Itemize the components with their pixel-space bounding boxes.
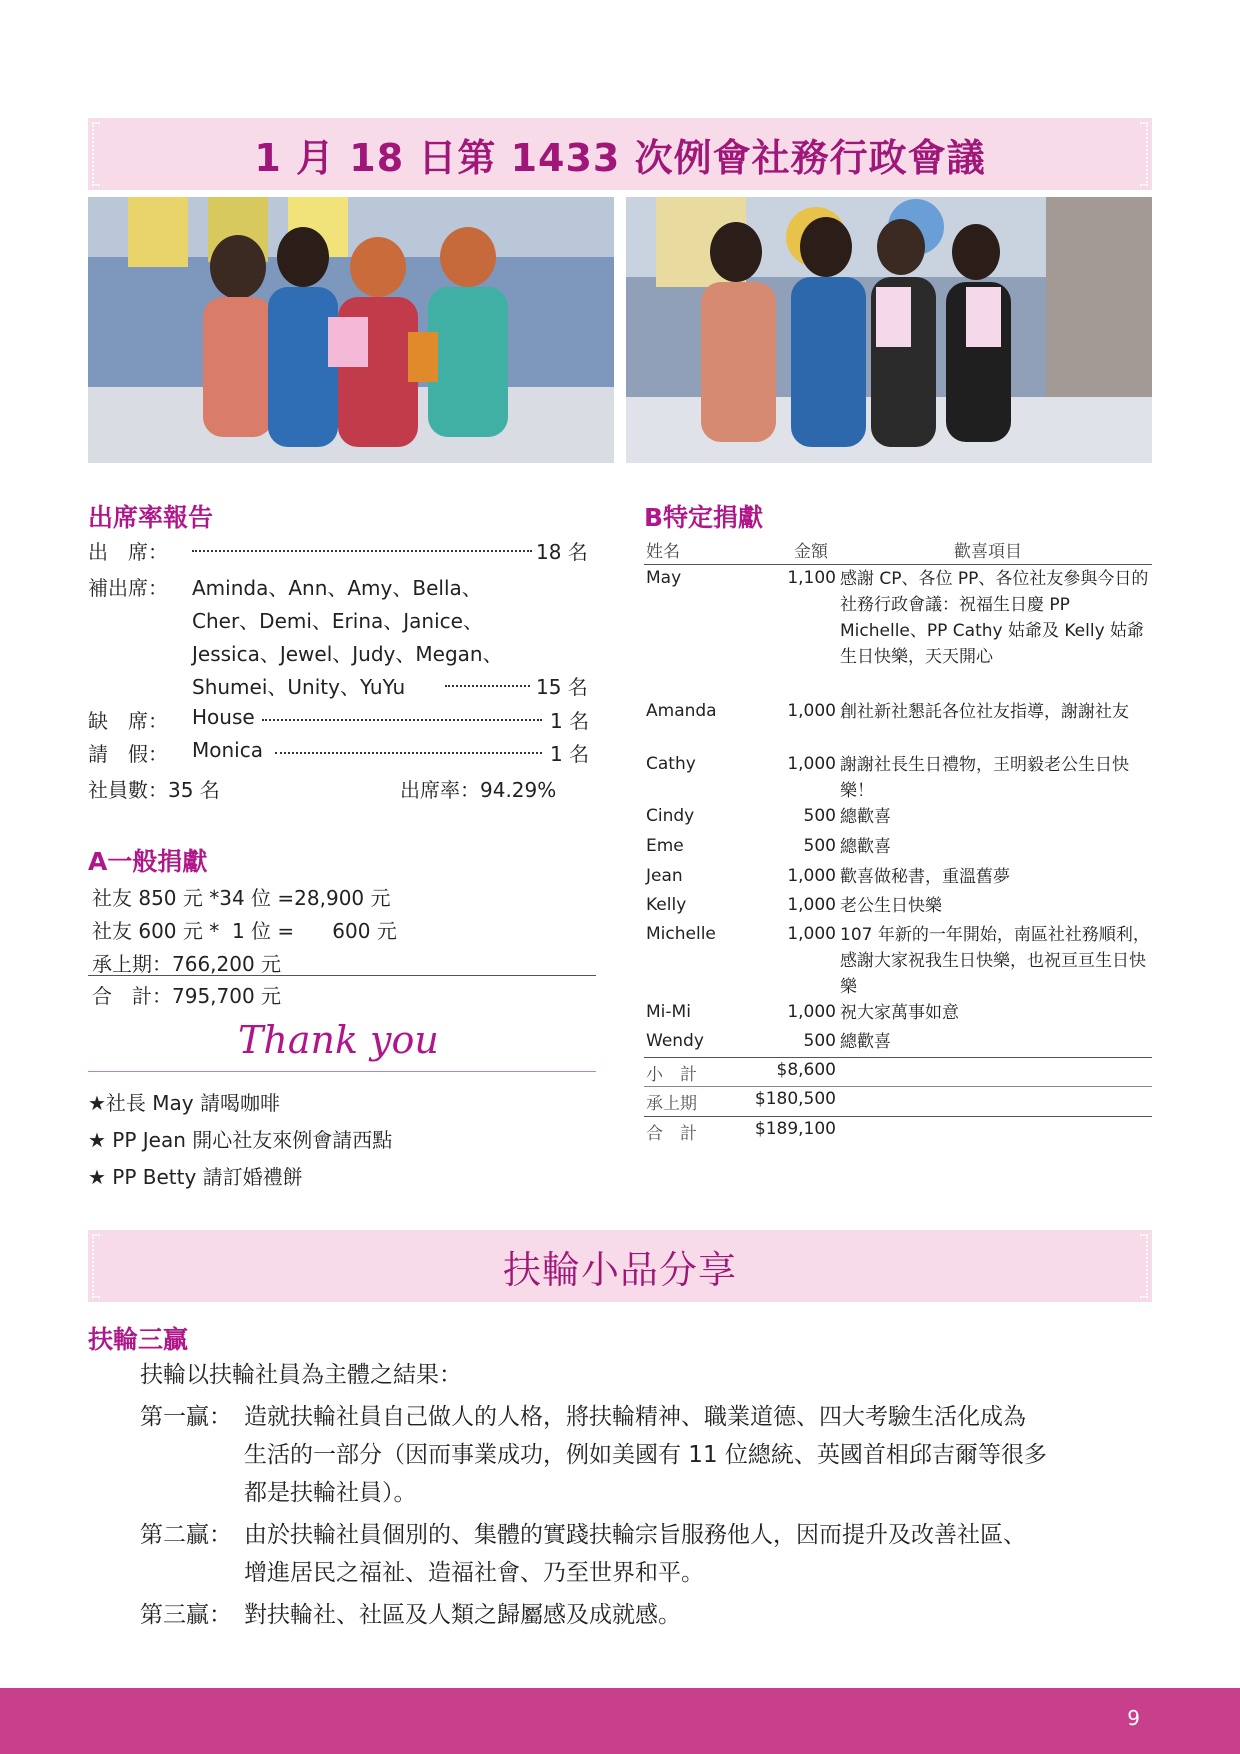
leave-label: 請 假： xyxy=(88,742,168,766)
column-header-item: 歡喜項目 xyxy=(954,542,1022,562)
row-item: 總歡喜 xyxy=(840,837,891,857)
sharing-banner xyxy=(88,1230,1152,1302)
footer-bar xyxy=(0,1688,1240,1754)
point-line: 對扶輪社、社區及人類之歸屬感及成就感。 xyxy=(244,1602,681,1628)
row-name: Wendy xyxy=(646,1031,704,1051)
column-header-amount: 金額 xyxy=(794,542,828,562)
sharing-intro: 扶輪以扶輪社員為主體之結果： xyxy=(140,1362,462,1388)
sharing-title: 扶輪三贏 xyxy=(88,1325,189,1354)
row-item: 創社新社懇託各位社友指導，謝謝社友 xyxy=(840,702,1129,722)
row-item: 感謝 CP、各位 PP、各位社友參與今日的社務行政會議：祝福生日慶 PP Michelle、PP Cathy 姑爺及 Kelly 姑爺生日快樂，天天開心 xyxy=(840,569,1149,667)
row-item: 歡喜做秘書，重溫舊夢 xyxy=(840,867,1010,887)
divider xyxy=(644,1086,1152,1087)
attendance-title: 出席率報告 xyxy=(88,503,214,532)
makeup-line: Aminda、Ann、Amy、Bella、 xyxy=(192,576,482,600)
row-name: May xyxy=(646,568,682,588)
special-donation-title: B特定捐獻 xyxy=(644,503,764,532)
row-item: 祝大家萬事如意 xyxy=(840,1003,959,1023)
makeup-label: 補出席： xyxy=(88,576,168,600)
makeup-count: 15 名 xyxy=(536,675,588,699)
dot-leader xyxy=(192,550,532,552)
row-item: 總歡喜 xyxy=(840,1032,891,1052)
point-line: 由於扶輪社員個別的、集體的實踐扶輪宗旨服務他人，因而提升及改善社區、 xyxy=(244,1522,1026,1548)
row-name: Cathy xyxy=(646,754,696,774)
page-title: 1 月 18 日第 1433 次例會社務行政會議 xyxy=(254,135,986,180)
row-name: Jean xyxy=(646,866,683,886)
row-item: 107 年新的一年開始，南區社社務順利，感謝大家祝我生日快樂，也祝亘亘生日快樂 xyxy=(840,925,1150,997)
point-line: 生活的一部分（因而事業成功，例如美國有 11 位總統、英國首相邱吉爾等很多 xyxy=(244,1442,1047,1468)
point-label: 第二贏： xyxy=(140,1522,232,1548)
note-item: ★社長 May 請喝咖啡 xyxy=(88,1091,280,1115)
point-line: 增進居民之福祉、造福社會、乃至世界和平。 xyxy=(244,1560,704,1586)
row-name: Kelly xyxy=(646,895,687,915)
meeting-photo-right xyxy=(626,197,1152,463)
row-amount: 1,000 xyxy=(787,895,836,915)
makeup-line: Jessica、Jewel、Judy、Megan、 xyxy=(192,642,503,666)
general-donation-title: A一般捐獻 xyxy=(88,847,208,876)
group-photo-image xyxy=(626,197,1152,463)
note-item: ★ PP Betty 請訂婚禮餅 xyxy=(88,1165,303,1189)
row-item: 總歡喜 xyxy=(840,807,891,827)
meeting-title-banner xyxy=(88,118,1152,190)
row-name: Eme xyxy=(646,836,684,856)
dot-leader xyxy=(275,752,542,754)
leave-name: Monica xyxy=(192,738,263,762)
total-value: $189,100 xyxy=(754,1119,836,1139)
donation-line: 承上期：766,200 元 xyxy=(92,952,282,976)
meeting-photo-left xyxy=(88,197,614,463)
donation-total: 合 計：795,700 元 xyxy=(92,984,282,1008)
carry-label: 承上期 xyxy=(646,1094,697,1114)
divider xyxy=(644,1116,1152,1117)
divider xyxy=(88,975,596,976)
leave-count: 1 名 xyxy=(550,742,590,766)
row-amount: 1,000 xyxy=(787,754,836,774)
row-name: Mi-Mi xyxy=(646,1002,691,1022)
row-name: Amanda xyxy=(646,701,717,721)
row-name: Cindy xyxy=(646,806,695,826)
member-count: 社員數：35 名 xyxy=(88,778,220,802)
makeup-line: Shumei、Unity、YuYu xyxy=(192,675,406,699)
row-item: 老公生日快樂 xyxy=(840,896,942,916)
present-label: 出 席： xyxy=(88,540,168,564)
point-line: 都是扶輪社員）。 xyxy=(244,1480,417,1506)
total-label: 合 計 xyxy=(646,1124,697,1144)
sharing-banner-title: 扶輪小品分享 xyxy=(502,1247,737,1292)
row-item: 謝謝社長生日禮物，王明毅老公生日快樂！ xyxy=(840,755,1129,801)
point-label: 第一贏： xyxy=(140,1404,232,1430)
makeup-line: Cher、Demi、Erina、Janice、 xyxy=(192,609,483,633)
divider xyxy=(644,564,1152,565)
row-name: Michelle xyxy=(646,924,716,944)
row-amount: 1,100 xyxy=(787,568,836,588)
dot-leader xyxy=(262,719,542,721)
row-amount: 1,000 xyxy=(787,866,836,886)
subtotal-value: $8,600 xyxy=(776,1060,836,1080)
group-photo-image xyxy=(88,197,614,463)
row-amount: 500 xyxy=(803,1031,836,1051)
row-amount: 500 xyxy=(803,806,836,826)
point-line: 造就扶輪社員自己做人的人格，將扶輪精神、職業道德、四大考驗生活化成為 xyxy=(244,1404,1026,1430)
carry-value: $180,500 xyxy=(754,1089,836,1109)
note-item: ★ PP Jean 開心社友來例會請西點 xyxy=(88,1128,393,1152)
thank-you-script: Thank you xyxy=(238,1018,439,1062)
donation-line: 社友 600 元 * 1 位 = 600 元 xyxy=(92,919,397,943)
divider xyxy=(644,1057,1152,1058)
present-count: 18 名 xyxy=(536,540,588,564)
column-header-name: 姓名 xyxy=(646,542,680,562)
divider xyxy=(88,1071,596,1072)
absent-count: 1 名 xyxy=(550,709,590,733)
page-number: 9 xyxy=(1127,1706,1140,1730)
subtotal-label: 小 計 xyxy=(646,1065,697,1085)
absent-name: House xyxy=(192,705,255,729)
row-amount: 1,000 xyxy=(787,924,836,944)
point-label: 第三贏： xyxy=(140,1602,232,1628)
row-amount: 1,000 xyxy=(787,1002,836,1022)
donation-line: 社友 850 元 *34 位 =28,900 元 xyxy=(92,886,391,910)
dot-leader xyxy=(445,685,530,687)
row-amount: 500 xyxy=(803,836,836,856)
attendance-rate: 出席率：94.29% xyxy=(400,778,557,802)
row-amount: 1,000 xyxy=(787,701,836,721)
absent-label: 缺 席： xyxy=(88,709,168,733)
